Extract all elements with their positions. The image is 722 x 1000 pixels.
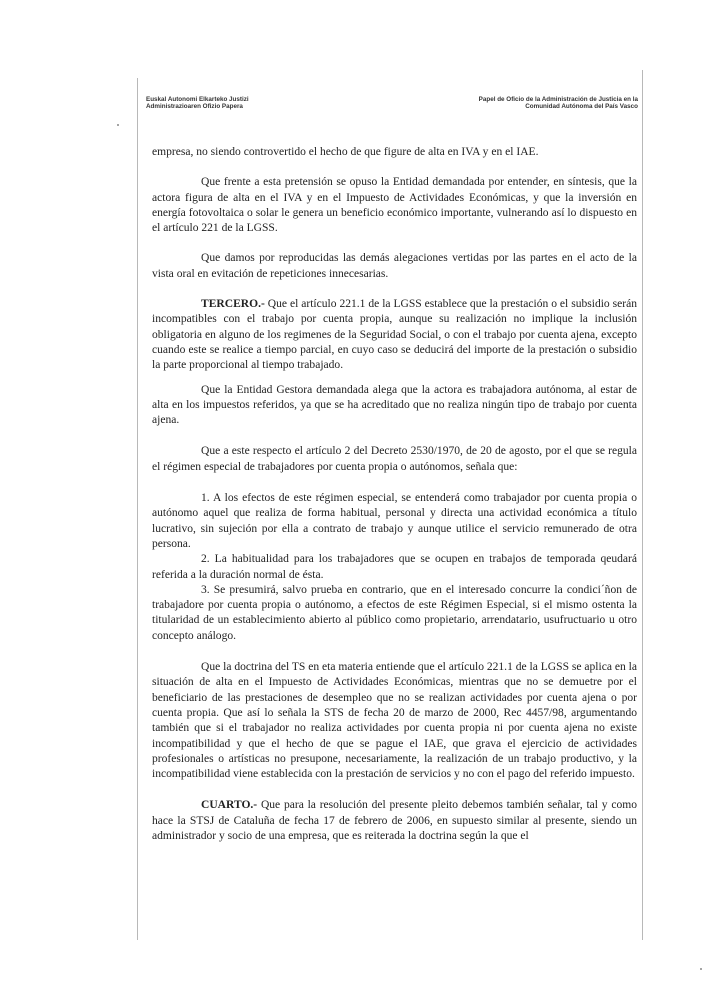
document-body bbox=[152, 145, 637, 844]
header-spanish bbox=[479, 96, 638, 110]
list-item: 2. La habitualidad para los trabajadores que se ocupen en trabajos de temporada qeudará referida a la duración normal de ésta. bbox=[152, 553, 637, 581]
paragraph-text: Que el artículo 221.1 de la LGSS establece que la prestación o el subsidio serán incompatibles con el trabajo por cuenta propia, aunque su realización no implique la inclusión obligatoria en alguno de los regimenes de la Seguridad Social, o con el trabajo por cuenta ajena, excepto cuando este se realice a tiempo parcial, en cuyo caso se deducirá del importe de la prestación o subsidio la parte proporcional al tiempo trabajado. bbox=[152, 298, 637, 372]
page-frame-left bbox=[137, 78, 138, 940]
list-item: 3. Se presumirá, salvo prueba en contrario, que en el interesado concurre la condici´ñon de trabajadore por cuenta propia o autónomo, a efectos de este Régimen Especial, si el mismo ostenta la titularidad de un establecimiento abierto al público como propietario, arrendatario, usufructuario u otro concepto análogo. bbox=[152, 583, 637, 642]
paragraph: Que la doctrina del TS en eta materia entiende que el artículo 221.1 de la LGSS se aplica en la situación de alta en el Impuesto de Actividades Económicas, mientras que no se demuetre por el beneficiario de las prestaciones de desempleo que no se realizan actividades por cuenta ajena o por cuenta propia. Que así lo señala la STS de fecha 20 de marzo de 2000, Rec 4457/98, argumentando también que si el trabajador no realiza actividades por cuenta propia ni por cuenta ajena no existe incompatibilidad y que el hecho de que se pague el IAE, que grava el ejercicio de actividades profesionales o artísticas no presupone, necesariamente, la realización de un trabajo productivo, y la incompatibilidad viene establecida con la prestación de servicios y no con el pago del referido impuesto. bbox=[152, 661, 637, 781]
header-basque bbox=[146, 96, 249, 110]
paragraph: empresa, no siendo controvertido el hecho de que figure de alta en IVA y en el IAE. bbox=[152, 146, 539, 158]
paragraph: Que damos por reproducidas las demás alegaciones vertidas por las partes en el acto de la vista oral en evitación de repeticiones innecesarias. bbox=[152, 252, 637, 280]
paragraph: Que frente a esta pretensión se opuso la Entidad demandada por entender, en síntesis, que la actora figura de alta en el IVA y en el Impuesto de Actividades Económicas, y que la inversión en energía fotovoltaica o solar le genera un beneficio económico importante, vulnerando así lo dispuesto en el artículo 221 de la LGSS. bbox=[152, 176, 637, 235]
header-right-line2: Comunidad Autónoma del País Vasco bbox=[525, 103, 638, 110]
list-item: 1. A los efectos de este régimen especial, se entenderá como trabajador por cuenta propia o autónomo aquel que realiza de forma habitual, personal y directa una actividad económica a título lucrativo, sin sujeción por ella a contrato de trabajo y aunque utilice el servicio remunerado de otra persona. bbox=[152, 492, 637, 550]
paragraph: Que la Entidad Gestora demandada alega que la actora es trabajadora autónoma, al estar de alta en los impuestos referidos, ya que se ha acreditado que no realiza ningún tipo de trabajo por cuenta ajena. bbox=[152, 383, 637, 427]
header-right-line1: Papel de Oficio de la Administración de Justicia en la bbox=[478, 96, 638, 103]
scan-speck bbox=[700, 968, 702, 970]
page-frame-right bbox=[642, 70, 643, 940]
section-heading: CUARTO.- bbox=[201, 799, 258, 812]
header-left-line2: Administrazioaren Ofizio Papera bbox=[146, 103, 243, 110]
section-tercero bbox=[152, 297, 637, 373]
paragraph-text: Que para la resolución del presente pleito debemos también señalar, tal y como hace la STSJ de Cataluña de fecha 17 de febrero de 2006, en supuesto similar al presente, siendo un administrador y socio de una empresa, que es reiterada la doctrina según la que el bbox=[152, 799, 637, 842]
header-left-line1: Euskal Autonomi Elkarteko Justizi bbox=[146, 96, 249, 103]
section-cuarto bbox=[152, 798, 637, 844]
section-heading: TERCERO.- bbox=[201, 298, 265, 311]
paragraph: Que a este respecto el artículo 2 del Decreto 2530/1970, de 20 de agosto, por el que se regula el régimen especial de trabajadores por cuenta propia o autónomos, señala que: bbox=[152, 445, 637, 473]
scan-speck bbox=[117, 124, 119, 126]
